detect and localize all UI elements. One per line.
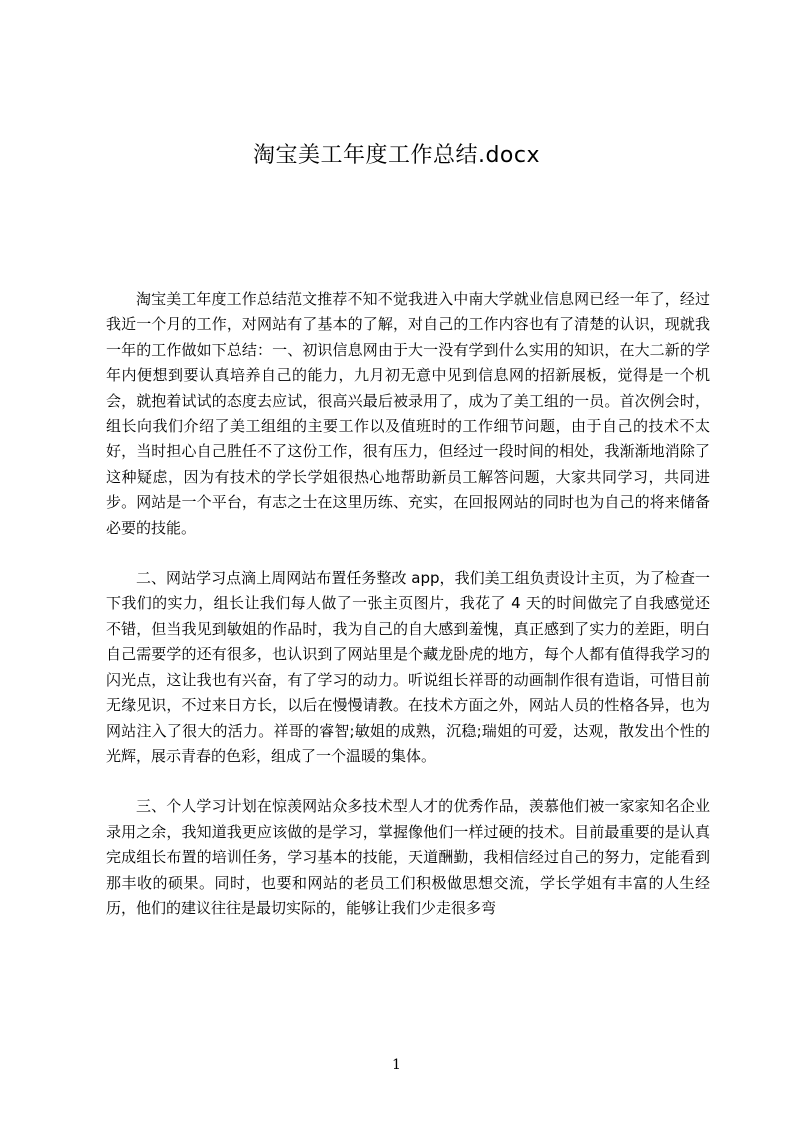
paragraph-2: 二、网站学习点滴上周网站布置任务整改 app，我们美工组负责设计主页，为了检查一下我们的实力，组长让我们每人做了一张主页图片，我花了 4 天的时间做完了自我感觉还不错，但当我见到敏姐的作品时，我为自己的自大感到羞愧，真正感到了实力的差距，明白自己需要学的还有很多，也认识到了网站里是个藏龙卧虎的地方，每个人都有值得我学习的闪光点，这让我也有兴奋，有了学习的动力。听说组长祥哥的动画制作很有造诣，可惜目前无缘见识，不过来日方长，以后在慢慢请教。在技术方面之外，网站人员的性格各异，也为网站注入了很大的活力。祥哥的睿智;敏姐的成熟，沉稳;瑞姐的可爱，达观，散发出个性的光辉，展示青春的色彩，组成了一个温暖的集体。 bbox=[106, 569, 710, 765]
paragraph-1: 淘宝美工年度工作总结范文推荐不知不觉我进入中南大学就业信息网已经一年了，经过我近一个月的工作，对网站有了基本的了解，对自己的工作内容也有了清楚的认识，现就我一年的工作做如下总结：一、初识信息网由于大一没有学到什么实用的知识，在大二新的学年内便想到要认真培养自己的能力，九月初无意中见到信息网的招新展板，觉得是一个机会，就抱着试试的态度去应试，很高兴最后被录用了，成为了美工组的一员。首次例会时，组长向我们介绍了美工组组的主要工作以及值班时的工作细节问题，由于自己的技术不太好，当时担心自己胜任不了这份工作，很有压力，但经过一段时间的相处，我渐渐地消除了这种疑虑，因为有技术的学长学姐很热心地帮助新员工解答问题，大家共同学习，共同进步。网站是一个平台，有志之士在这里历练、充实，在回报网站的同时也为自己的将来储备必要的技能。 bbox=[106, 290, 710, 537]
document-title: 淘宝美工年度工作总结.docx bbox=[252, 143, 541, 168]
page-number: 1 bbox=[392, 1057, 401, 1073]
document-body bbox=[106, 287, 710, 921]
paragraph-3: 三、个人学习计划在惊羡网站众多技术型人才的优秀作品，羡慕他们被一家家知名企业录用之余，我知道我更应该做的是学习，掌握像他们一样过硬的技术。目前最重要的是认真完成组长布置的培训任务，学习基本的技能，天道酬勤，我相信经过自己的努力，定能看到那丰收的硕果。同时，也要和网站的老员工们积极做思想交流，学长学姐有丰富的人生经历，他们的建议往往是最切实际的，能够让我们少走很多弯 bbox=[106, 797, 710, 917]
